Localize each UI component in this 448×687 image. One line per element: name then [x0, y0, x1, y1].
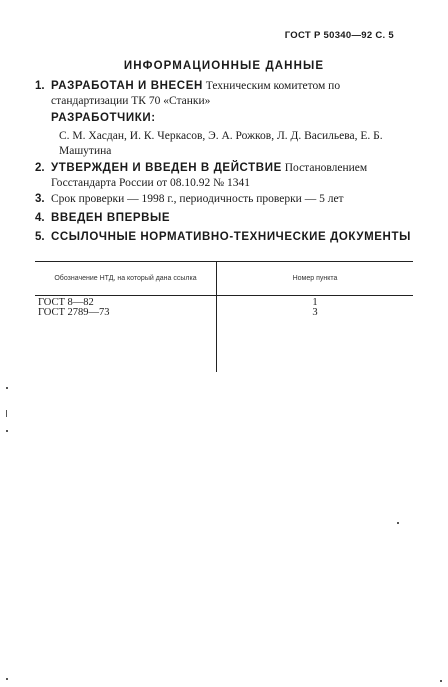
section-number: 4.	[35, 212, 45, 224]
section-2	[35, 161, 415, 191]
section-heading: УТВЕРЖДЕН И ВВЕДЕН В ДЕЙСТВИЕ	[51, 162, 282, 174]
section-number: 1.	[35, 80, 45, 92]
table-cell-doc: ГОСТ 2789—73	[38, 307, 110, 318]
scan-speck	[440, 680, 442, 682]
section-text: Постановлением Госстандарта России от 08.10.92 № 1341	[51, 162, 368, 189]
references-table	[35, 261, 413, 372]
section-heading: ССЫЛОЧНЫЕ НОРМАТИВНО-ТЕХНИЧЕСКИЕ ДОКУМЕНТЫ	[51, 231, 411, 243]
section-text: Срок проверки — 1998 г., периодичность проверки — 5 лет	[51, 193, 344, 205]
scan-speck	[6, 678, 8, 680]
scan-speck	[397, 522, 399, 524]
section-1	[35, 79, 415, 109]
section-text: Техническим комитетом по стандартизации ТК 70 «Станки»	[51, 80, 341, 107]
table-header	[35, 262, 413, 296]
scan-speck	[6, 387, 8, 389]
page-header: ГОСТ Р 50340—92 С. 5	[284, 30, 394, 41]
column-item	[217, 296, 413, 372]
section-number: 2.	[35, 162, 45, 174]
section-3	[35, 192, 415, 207]
developers-names: С. М. Хасдан, И. К. Черкасов, Э. А. Рожков, Л. Д. Васильева, Е. Б. Машутина	[59, 130, 383, 157]
section-5	[35, 230, 415, 245]
table-cell-item: 1	[312, 297, 318, 308]
table-cell-item: 3	[312, 307, 318, 318]
developers-heading: РАЗРАБОТЧИКИ:	[51, 112, 156, 124]
column-header-item: Номер пункта	[292, 274, 338, 282]
scan-speck	[6, 410, 7, 417]
scan-speck	[6, 430, 8, 432]
section-number: 5.	[35, 231, 45, 243]
column-document	[35, 296, 217, 372]
table-body	[35, 296, 413, 372]
column-header-document: Обозначение НТД, на который дана ссылка	[35, 262, 217, 295]
section-heading: РАЗРАБОТАН И ВНЕСЕН	[51, 80, 203, 92]
section-number: 3.	[35, 193, 45, 205]
section-4	[35, 211, 415, 226]
document-title: ИНФОРМАЦИОННЫЕ ДАННЫЕ	[123, 60, 325, 72]
section-heading: ВВЕДЕН ВПЕРВЫЕ	[51, 212, 171, 224]
table-cell-doc: ГОСТ 8—82	[38, 297, 94, 308]
